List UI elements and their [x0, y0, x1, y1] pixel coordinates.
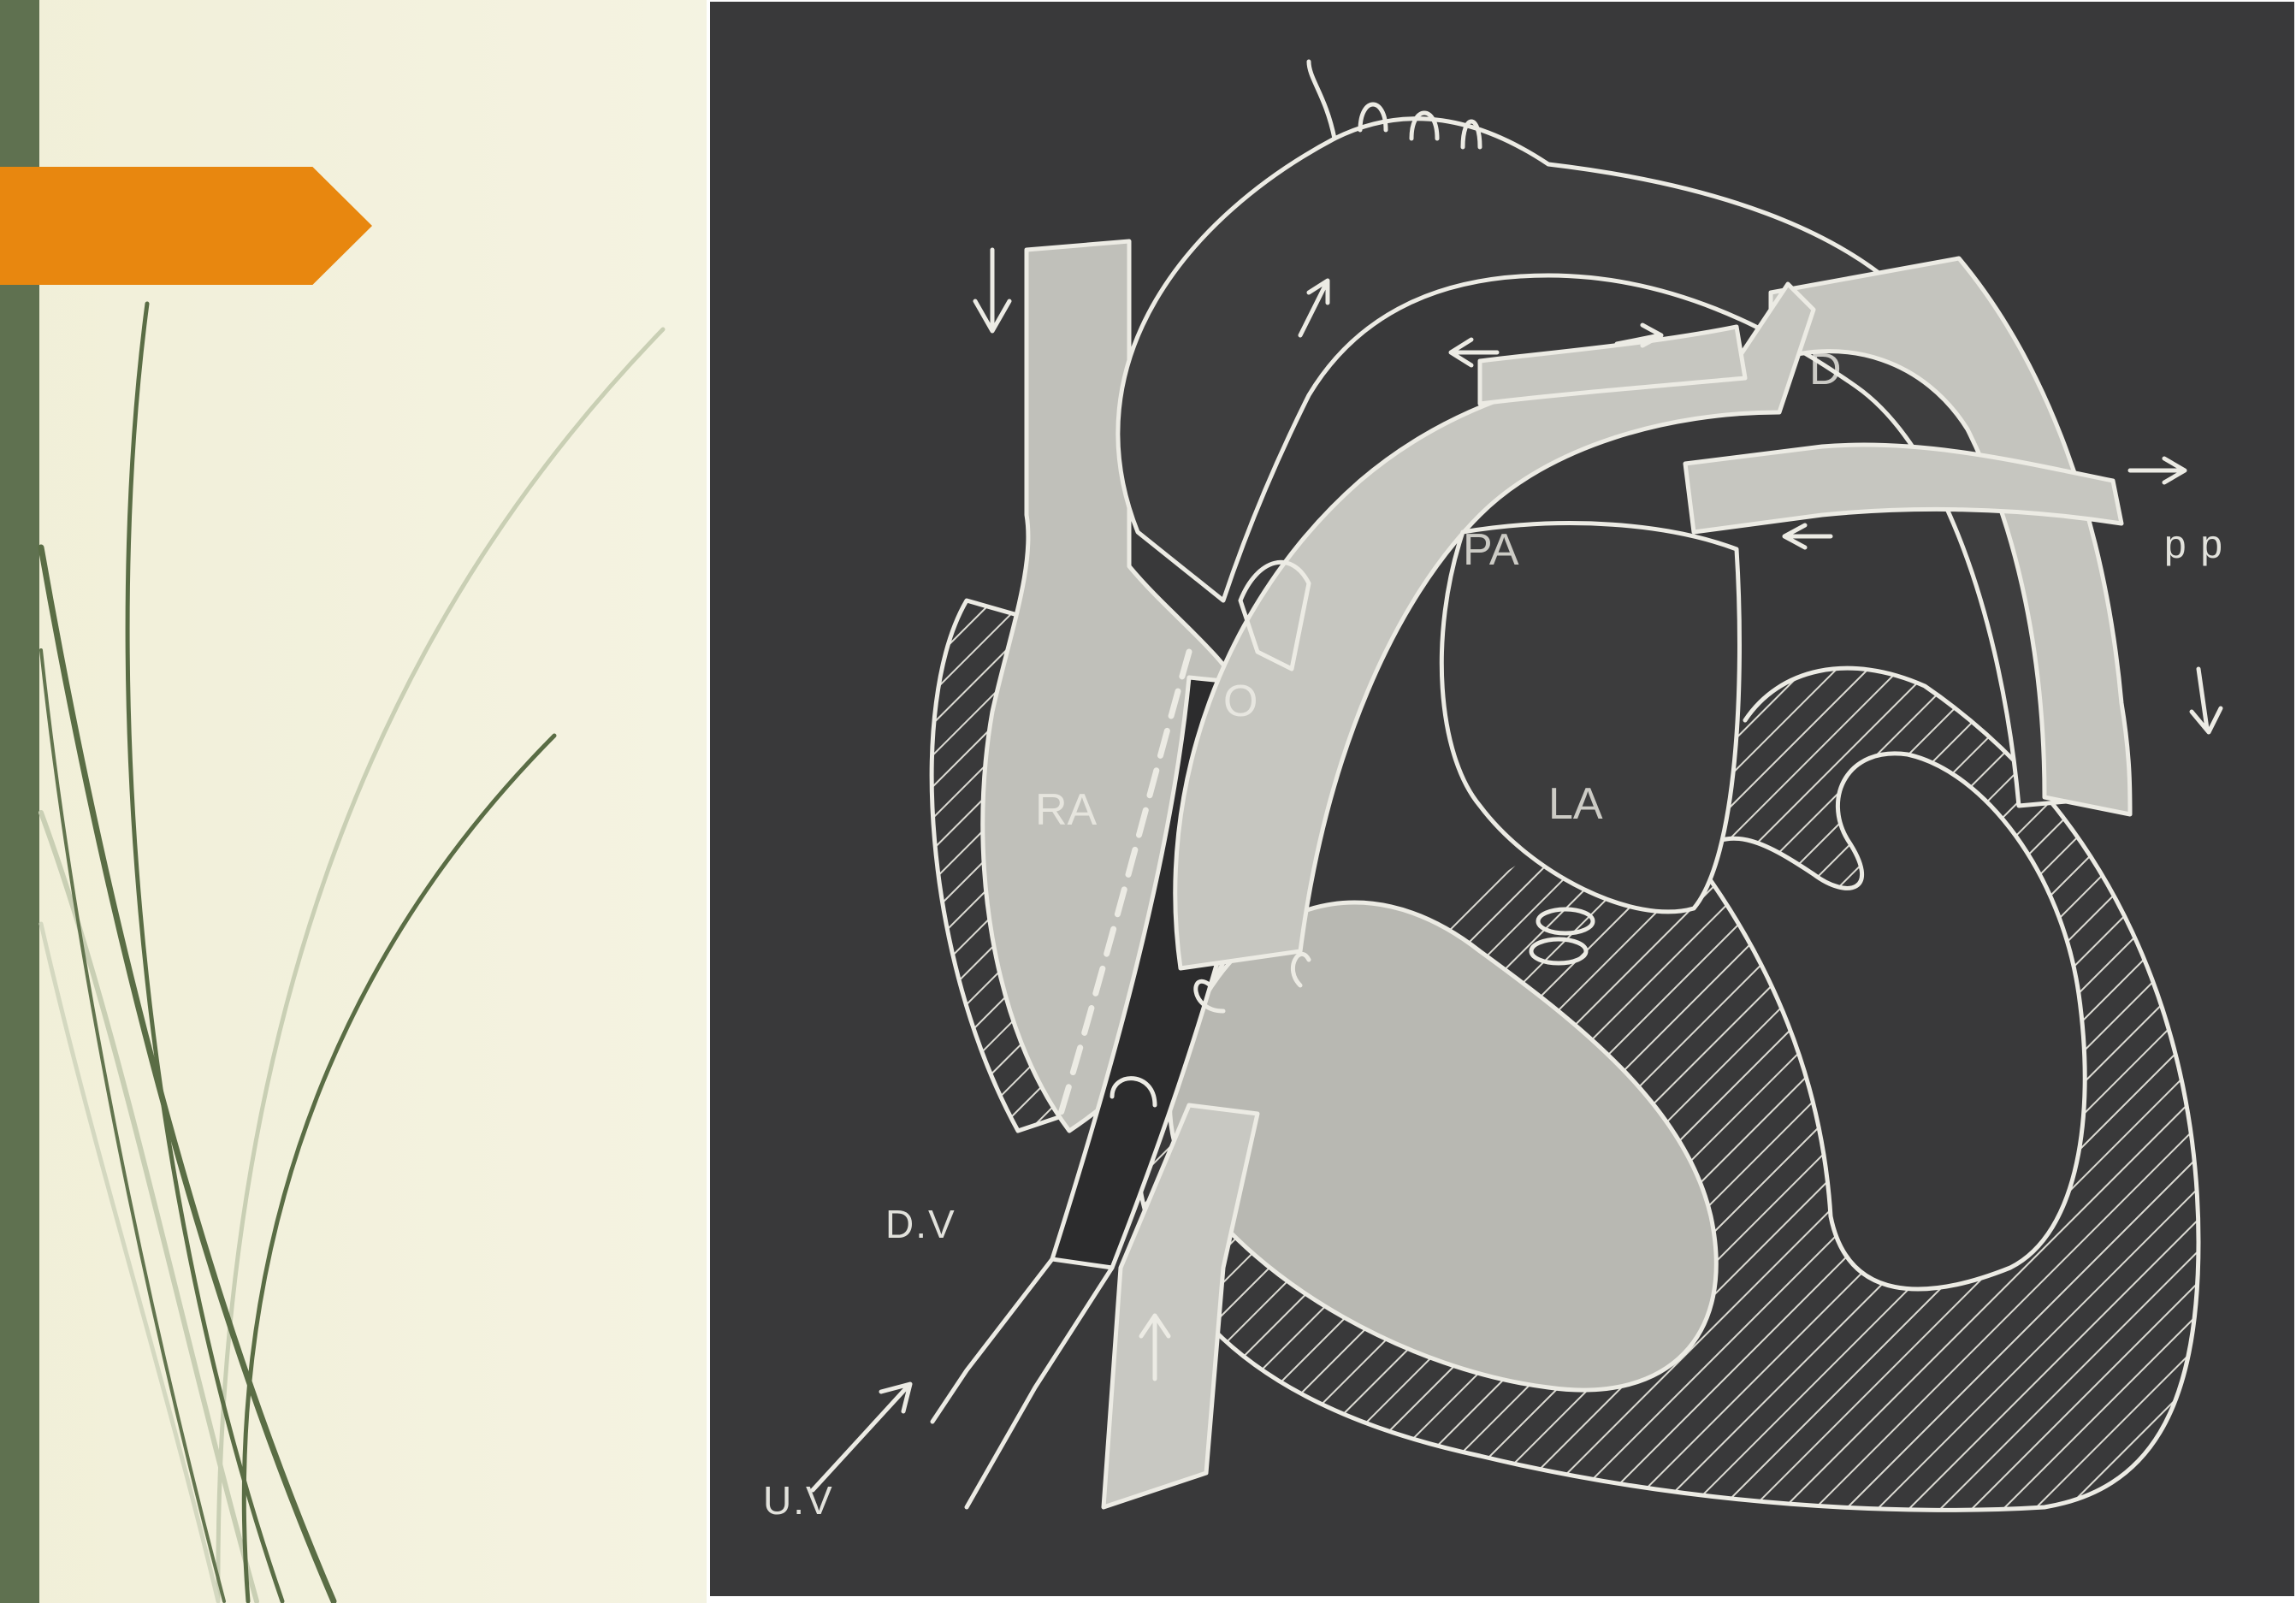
arrow-svc-down — [975, 250, 1009, 331]
arrow-dv-diagonal — [813, 1384, 910, 1490]
orange-title-tab — [0, 167, 372, 285]
label-ductus-venosus: D.V — [885, 1202, 956, 1246]
label-umbilical-vein: U.V — [763, 1478, 834, 1523]
heart-illustration — [710, 2, 2294, 1596]
umbilical-vein-line — [967, 1268, 1112, 1507]
left-atrium — [1441, 523, 1739, 912]
label-foramen-ovale: O — [1223, 677, 1258, 726]
ductus-venosus-line — [932, 1259, 1052, 1422]
label-pulmonary-artery: PA — [1463, 525, 1519, 575]
label-left-atrium: LA — [1548, 779, 1603, 829]
arrow-pulm-left — [1784, 525, 1831, 547]
grass-blade-dark-2 — [244, 736, 554, 1601]
arrow-descending-down — [2192, 669, 2221, 732]
grass-blade-dark-3 — [41, 547, 334, 1601]
label-ductus: D — [1809, 345, 1842, 394]
fetal-heart-diagram — [710, 2, 2294, 1596]
label-pulmonary-periphery: p p — [2164, 522, 2224, 566]
label-right-atrium: RA — [1035, 785, 1098, 835]
arrow-pp-right — [2130, 458, 2185, 482]
grass-blade-light-2 — [41, 813, 257, 1601]
grass-blade-light-1 — [218, 329, 663, 1600]
